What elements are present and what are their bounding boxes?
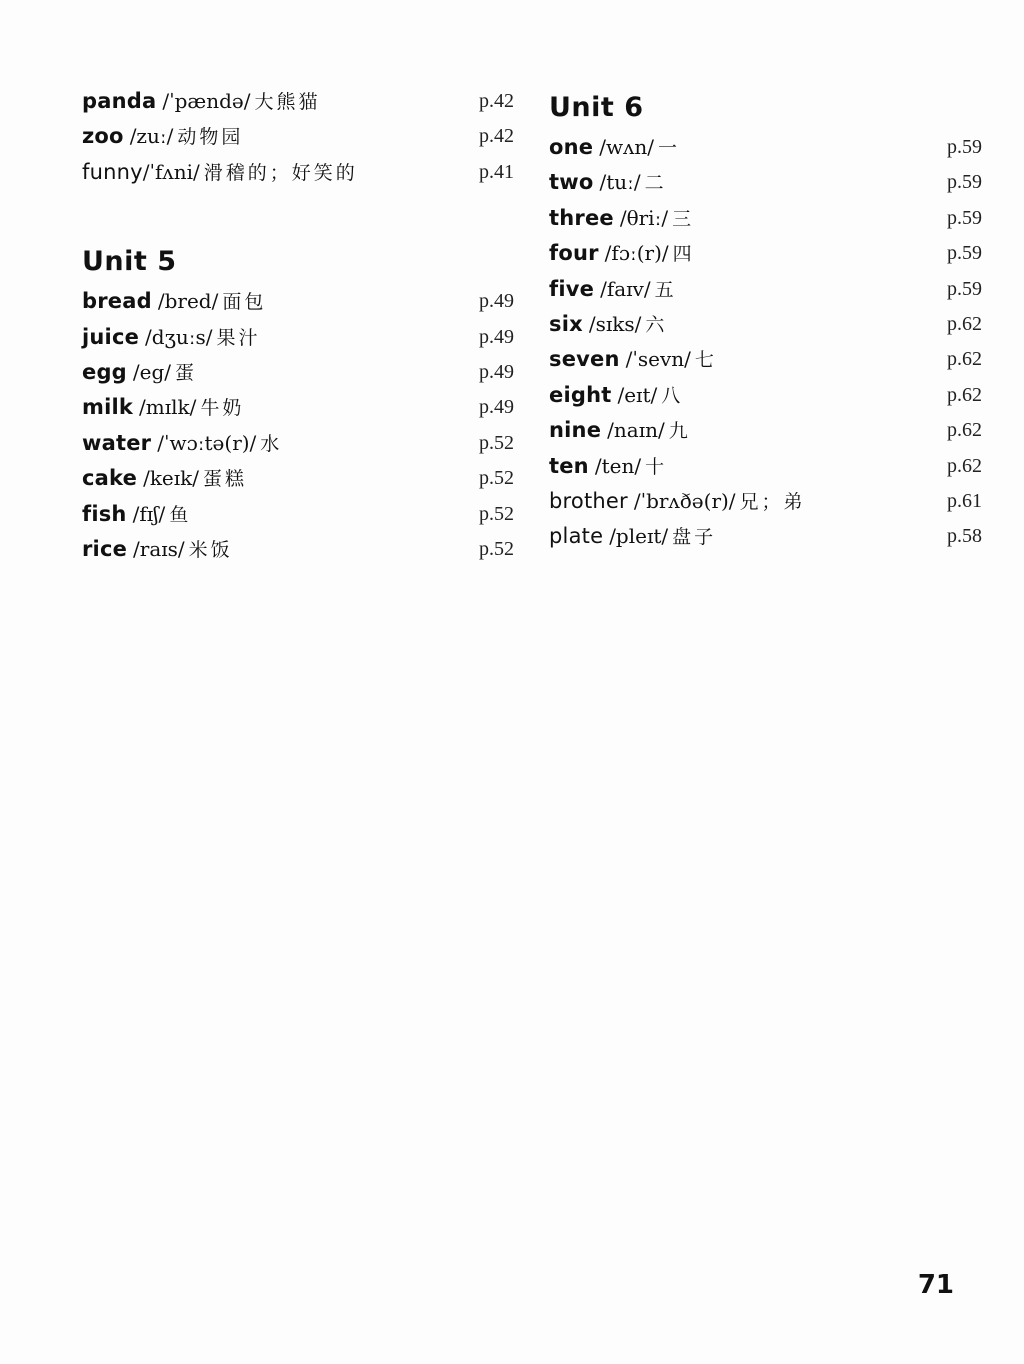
vocab-phonetic: /tuː/ (599, 170, 641, 195)
vocab-entry-funny (82, 155, 514, 190)
vocab-meaning: 米饭 (188, 538, 233, 561)
vocab-phonetic: /faɪv/ (600, 276, 651, 301)
vocab-meaning: 六 (645, 313, 668, 336)
vocab-meaning: 一 (658, 137, 681, 159)
vocab-phonetic: /raɪs/ (133, 536, 185, 561)
vocab-meaning: 十 (645, 455, 668, 478)
right-column (549, 86, 982, 555)
vocab-page-ref: p.61 (947, 489, 982, 512)
vocab-page-ref: p.59 (947, 136, 982, 158)
vocab-page-ref: p.49 (479, 290, 514, 313)
vocab-word: seven (549, 347, 620, 372)
vocab-word: five (549, 276, 595, 301)
vocab-meaning: 三 (672, 207, 695, 230)
vocab-phonetic: /ˈsevn/ (625, 347, 691, 372)
vocab-page-ref: p.49 (479, 396, 514, 419)
vocab-phonetic: /dʒuːs/ (145, 324, 213, 349)
vocab-page-ref: p.42 (479, 125, 514, 148)
vocab-word: cake (82, 466, 138, 491)
vocab-word: panda (82, 89, 157, 113)
vocab-entry-fish (82, 497, 514, 532)
vocab-page-ref: p.49 (479, 325, 514, 348)
vocab-entry-egg (82, 355, 514, 390)
vocab-page-ref: p.59 (947, 277, 982, 300)
vocab-meaning: 四 (672, 243, 695, 266)
vocab-word: juice (82, 324, 140, 349)
vocab-entry-bread (82, 284, 514, 319)
vocab-meaning: 九 (668, 420, 691, 443)
vocab-entry-four (549, 236, 982, 271)
vocab-meaning: 八 (661, 384, 684, 407)
vocab-word: three (549, 205, 614, 230)
page-number: 71 (917, 1270, 954, 1300)
vocab-phonetic: /ˈbrʌðə(r)/ (633, 488, 736, 513)
vocab-meaning: 五 (654, 278, 677, 301)
vocab-word: water (82, 430, 152, 455)
vocab-meaning: 蛋糕 (203, 468, 248, 491)
vocab-phonetic: /ˈpændə/ (162, 89, 251, 113)
vocab-page-ref: p.59 (947, 171, 982, 194)
vocab-phonetic: /wʌn/ (599, 135, 655, 159)
vocab-page-ref: p.52 (479, 431, 514, 454)
vocab-phonetic: /eɪt/ (617, 382, 658, 407)
vocab-entry-plate (549, 519, 982, 554)
vocab-meaning: 果汁 (216, 326, 261, 349)
vocab-word: rice (82, 536, 128, 561)
vocab-entry-water (82, 426, 514, 461)
vocab-word: fish (82, 501, 127, 526)
vocab-entry-nine (549, 413, 982, 448)
vocab-entry-juice (82, 320, 514, 355)
vocab-entry-brother (549, 484, 982, 519)
vocab-page-ref: p.52 (479, 537, 514, 560)
vocab-phonetic: /eg/ (132, 359, 172, 384)
vocab-entry-seven (549, 342, 982, 377)
vocab-entry-zoo (82, 119, 514, 154)
vocab-page-ref: p.58 (947, 525, 982, 548)
vocab-meaning: 二 (644, 172, 667, 195)
vocab-phonetic: /ˈfʌni/ (142, 159, 200, 184)
vocab-meaning: 动物园 (177, 126, 244, 149)
vocab-page-ref: p.59 (947, 206, 982, 229)
vocab-page-ref: p.59 (947, 242, 982, 265)
vocab-phonetic: /θriː/ (619, 205, 669, 230)
vocab-entry-three (549, 201, 982, 236)
vocab-meaning: 盘子 (672, 526, 717, 549)
vocab-word: two (549, 170, 594, 195)
vocab-entry-six (549, 307, 982, 342)
unit-6-heading: Unit 6 (549, 92, 644, 123)
vocab-word: zoo (82, 124, 124, 149)
vocab-phonetic: /fɔː(r)/ (604, 241, 669, 266)
vocab-phonetic: /ten/ (594, 453, 642, 478)
vocab-meaning: 牛奶 (200, 397, 245, 420)
vocab-meaning: 七 (694, 349, 717, 372)
vocab-word: plate (549, 524, 604, 549)
vocab-word: brother (549, 488, 628, 513)
vocab-phonetic: /bred/ (157, 289, 219, 314)
vocab-entry-cake (82, 461, 514, 496)
left-column (82, 84, 514, 567)
vocab-entry-eight (549, 378, 982, 413)
vocab-word: ten (549, 453, 589, 478)
vocab-meaning: 水 (260, 432, 283, 455)
vocab-word: bread (82, 289, 152, 314)
vocab-page-ref: p.52 (479, 467, 514, 490)
vocab-entry-rice (82, 532, 514, 567)
vocab-phonetic: /zuː/ (129, 124, 174, 149)
vocab-phonetic: /naɪn/ (607, 418, 665, 443)
vocab-entry-one (549, 130, 982, 165)
vocab-phonetic: /pleɪt/ (609, 524, 669, 549)
unit-5-heading: Unit 5 (82, 246, 177, 278)
vocab-word: four (549, 241, 599, 266)
vocab-phonetic: /mɪlk/ (139, 395, 197, 420)
vocab-page-ref: p.62 (947, 419, 982, 442)
vocab-phonetic: /sɪks/ (588, 311, 642, 336)
vocab-entry-ten (549, 449, 982, 484)
vocab-page-ref: p.62 (947, 383, 982, 406)
vocab-page-ref: p.52 (479, 502, 514, 525)
vocab-meaning: 兄；弟 (739, 490, 806, 513)
vocab-page-ref: p.62 (947, 312, 982, 335)
vocab-meaning: 大熊猫 (254, 91, 321, 113)
vocab-page-ref: p.41 (479, 160, 514, 183)
vocab-meaning: 滑稽的；好笑的 (203, 161, 358, 184)
vocab-entry-milk (82, 390, 514, 425)
vocab-word: milk (82, 395, 134, 420)
vocab-entry-two (549, 165, 982, 200)
vocab-phonetic: /keɪk/ (143, 466, 200, 491)
vocab-phonetic: /fɪʃ/ (132, 501, 166, 526)
vocab-page-ref: p.49 (479, 360, 514, 383)
vocab-word: one (549, 135, 594, 159)
vocab-meaning: 蛋 (175, 361, 198, 384)
vocab-phonetic: /ˈwɔːtə(r)/ (157, 430, 257, 455)
vocab-page-ref: p.62 (947, 454, 982, 477)
vocab-meaning: 鱼 (169, 503, 192, 526)
vocab-page-ref: p.42 (479, 90, 514, 112)
vocab-page-ref: p.62 (947, 348, 982, 371)
vocab-entry-panda (82, 84, 514, 119)
vocab-word: funny (82, 159, 143, 184)
vocab-meaning: 面包 (222, 291, 267, 314)
vocab-word: nine (549, 418, 602, 443)
vocab-word: eight (549, 382, 612, 407)
vocab-word: six (549, 311, 583, 336)
vocab-entry-five (549, 272, 982, 307)
vocab-word: egg (82, 359, 127, 384)
